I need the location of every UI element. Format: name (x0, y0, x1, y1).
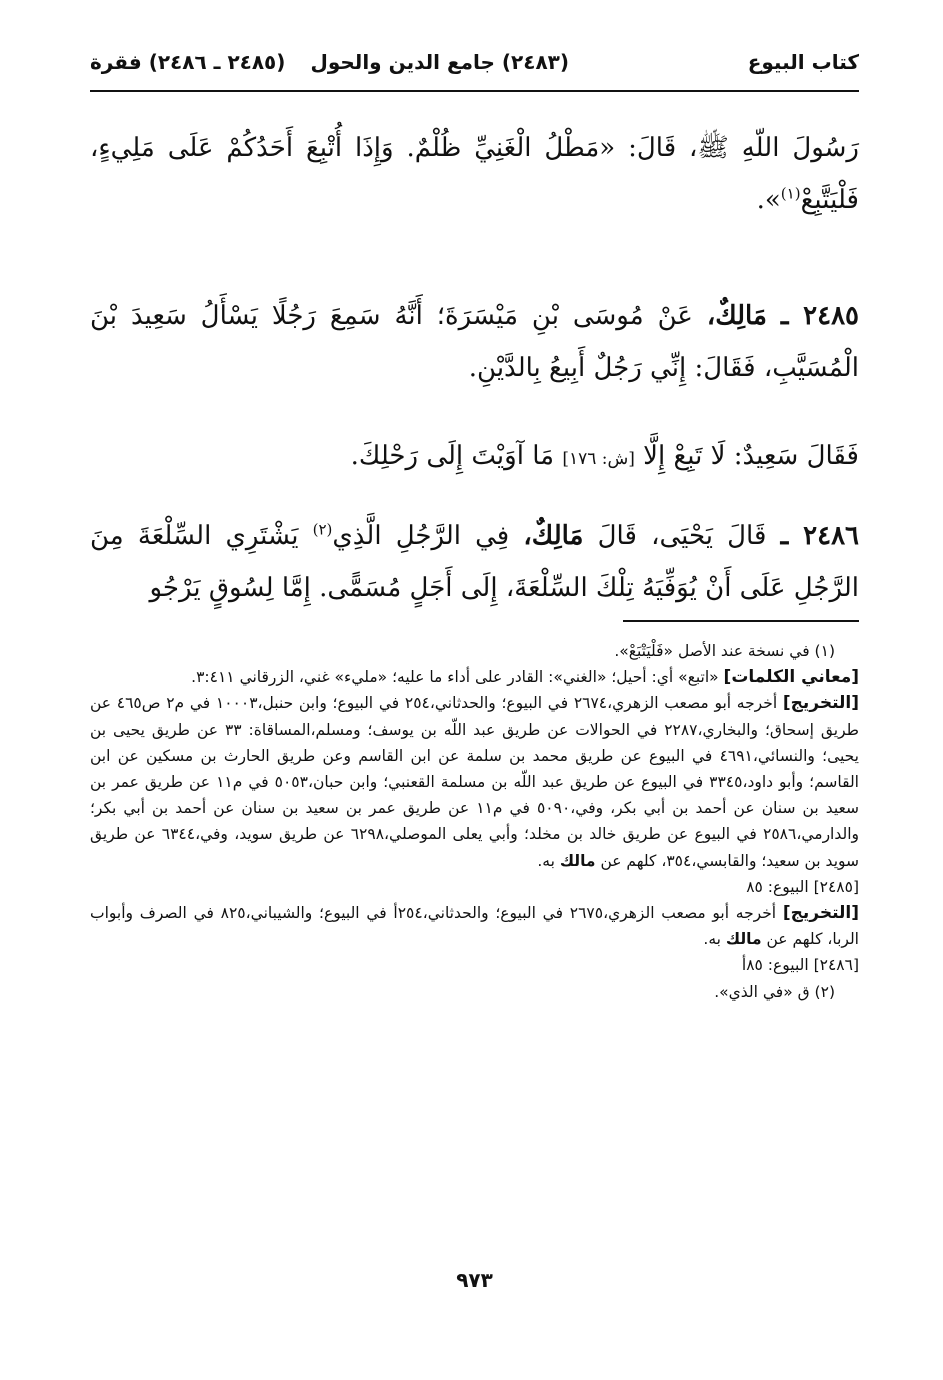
hadith-text-3: يَشْتَرِي السِّلْعَةَ مِنَ الرَّجُلِ عَلَى أَنْ يُوَفِّيَهُ تِلْكَ السِّلْعَةَ، إِلَى أَجَلٍ مُسَمًّى. إِمَّا لِسُوقٍ يَرْجُو (90, 521, 859, 603)
paragraph-text: رَسُولَ اللّهِ ﷺ، قَالَ: «مَطْلُ الْغَنِيِّ ظُلْمٌ. وَإِذَا أُتْبِعَ أَحَدُكُمْ عَلَى مَلِيءٍ، فَلْيَتَّبِعْ (90, 133, 859, 215)
page (90, 40, 859, 1340)
page-number: ٩٧٣ (456, 1268, 493, 1292)
hadith-2485 (90, 290, 859, 394)
takhrij-label: [التخريج] (782, 693, 859, 714)
reference-2485: [٢٤٨٥] البيوع: ٨٥ (746, 877, 859, 896)
takhrij-2484 (90, 690, 859, 873)
hadith-2486 (90, 510, 859, 614)
footnote-2: (٢) ق «في الذي». (714, 982, 835, 1001)
paragraph-text-end: ». (756, 185, 781, 215)
narrator-name: مَالِكٌ، (706, 301, 767, 331)
narrator-name: مَالِكٌ، (523, 521, 584, 551)
takhrij-text: أخرجه أبو مصعب الزهري،٢٦٧٥ في البيوع؛ والحدثاني،٢٥٤أ في البيوع؛ والشيباني،٨٢٥ في الصرف وأبواب الربا، كلهم عن (90, 904, 859, 949)
hadith-text-2: فِي الرَّجُلِ الَّذِي (332, 521, 510, 551)
page-marker: [ش: ١٧٦] (562, 449, 635, 469)
takhrij-2485 (90, 900, 859, 952)
reference-2486: [٢٤٨٦] البيوع: ٨٥أ (741, 956, 859, 975)
header-chapter-title: (٢٤٨٣) جامع الدين والحول (310, 50, 569, 74)
takhrij-end: به. (703, 930, 721, 949)
word-meanings-label: [معاني الكلمات] (723, 667, 859, 688)
footnote-separator (623, 620, 859, 622)
word-meanings-text: «اتبع» أي: أحيل؛ «الغني»: القادر على أداء ما عليه؛ «مليء» غني، الزرقاني ٣:٤١١. (191, 668, 719, 687)
takhrij-end: به. (537, 851, 555, 870)
word-meanings (90, 664, 859, 690)
answer-text-start: فَقَالَ سَعِيدٌ: لَا تَبِعْ إِلَّا (643, 441, 859, 471)
header-book-title: كتاب البيوع (747, 50, 859, 74)
takhrij-text: أخرجه أبو مصعب الزهري،٢٦٧٤ في البيوع؛ والحدثاني،٢٥٤ في البيوع؛ وابن حنبل،١٠٠٠٣ في م٢ ص٤٦٥ عن طريق إسحاق؛ والبخاري،٢٢٨٧ في الحوالات عن طريق عبد اللّه بن يوسف؛ ومسلم،المساقاة: ٣٣ عن طريق يحيى بن يحيى؛ والنسائي،٤٦٩١ في البيوع عن طريق محمد بن سلمة عن ابن القاسم وعن طريق الحارث بن مسكين عن ابن القاسم؛ وأبو داود،٣٣٤٥ في البيوع عن طريق عبد اللّه بن مسلمة القعنبي؛ وابن حبان،٥٠٥٣ في م١١ عن طريق عمر بن سعيد بن سنان عن أحمد بن أبي بكر، وفي،٥٠٩٠ في م١١ عن طريق عمر بن سعيد بن سنان عن أحمد بن أبي بكر؛ والدارمي،٢٥٨٦ في البيوع عن طريق خالد بن مخلد؛ وأبي يعلى الموصلي،٦٢٩٨ عن طريق سويد، وفي،٦٣٤٤ عن طريق سويد بن سعيد؛ والقابسي،٣٥٤، كلهم عن (90, 694, 860, 870)
takhrij-label: [التخريج] (782, 903, 860, 924)
running-header (90, 40, 859, 92)
footnotes (90, 638, 859, 1005)
answer-text-end: مَا آوَيْتَ إِلَى رَحْلِكَ. (350, 441, 555, 471)
hadith-2485-answer (90, 430, 859, 485)
hadith-number: ٢٤٨٥ ـ (780, 301, 859, 331)
footnote-ref-1: (١) (780, 184, 801, 203)
header-paragraph-range: (٢٤٨٥ ـ ٢٤٨٦) فقرة (90, 50, 286, 74)
takhrij-malik: مالك (559, 851, 596, 870)
footnote-ref-2: (٢) (312, 520, 333, 539)
footnote-1: (١) في نسخة عند الأصل «فَلْيَتْبَعْ». (614, 642, 835, 660)
hadith-number: ٢٤٨٦ ـ (780, 521, 860, 551)
hadith-text: عَنْ مُوسَى بْنِ مَيْسَرَةَ؛ أَنَّهُ سَمِعَ رَجُلًا يَسْأَلُ سَعِيدَ بْنَ الْمُسَيَّبِ، فَقَالَ: إِنِّي رَجُلٌ أَبِيعُ بِالدَّيْنِ. (90, 301, 859, 383)
takhrij-malik: مالك (725, 930, 762, 949)
hadith-text-1: قَالَ يَحْيَى، قَالَ (597, 521, 767, 551)
paragraph-continuation (90, 122, 859, 226)
